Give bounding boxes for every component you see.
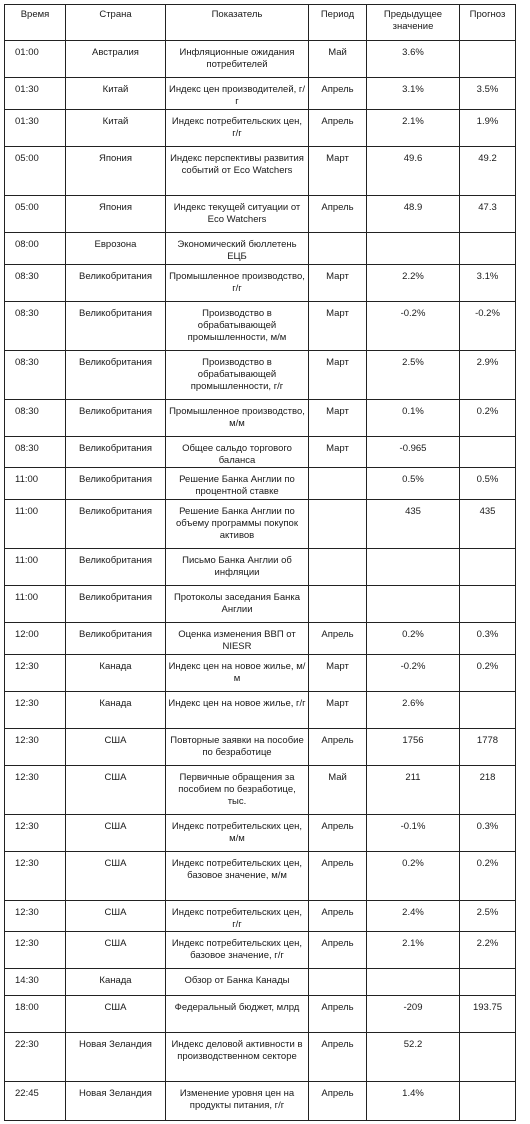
cell-previous: 211 (367, 766, 460, 815)
cell-previous: 48.9 (367, 196, 460, 233)
cell-country: Великобритания (66, 302, 166, 351)
cell-previous: 0.1% (367, 400, 460, 437)
cell-forecast: 3.1% (460, 265, 516, 302)
cell-indicator: Федеральный бюджет, млрд (166, 996, 309, 1033)
cell-forecast (460, 233, 516, 265)
cell-previous: 2.2% (367, 265, 460, 302)
cell-time: 12:30 (5, 852, 66, 901)
cell-period: Март (309, 265, 367, 302)
cell-indicator: Индекс перспективы развития событий от Eco Watchers (166, 147, 309, 196)
calendar-wrapper (4, 4, 516, 1121)
cell-period: Май (309, 766, 367, 815)
cell-period: Апрель (309, 852, 367, 901)
header-previous: Предыдущее значение (367, 5, 460, 41)
table-row (5, 932, 516, 969)
cell-indicator: Индекс цен на новое жилье, г/г (166, 692, 309, 729)
cell-time: 05:00 (5, 147, 66, 196)
header-time: Время (5, 5, 66, 41)
table-row (5, 437, 516, 468)
cell-period: Май (309, 41, 367, 78)
cell-time: 12:30 (5, 815, 66, 852)
table-row (5, 147, 516, 196)
cell-forecast: 49.2 (460, 147, 516, 196)
table-row (5, 78, 516, 110)
cell-forecast (460, 437, 516, 468)
cell-forecast: 0.2% (460, 852, 516, 901)
table-row (5, 302, 516, 351)
cell-indicator: Индекс потребительских цен, базовое значение, м/м (166, 852, 309, 901)
cell-forecast: 0.2% (460, 655, 516, 692)
cell-indicator: Протоколы заседания Банка Англии (166, 586, 309, 623)
cell-country: Новая Зеландия (66, 1033, 166, 1082)
table-row (5, 852, 516, 901)
cell-time: 12:30 (5, 655, 66, 692)
cell-forecast: 2.5% (460, 901, 516, 932)
cell-period: Апрель (309, 623, 367, 655)
cell-time: 11:00 (5, 468, 66, 500)
cell-country: Еврозона (66, 233, 166, 265)
cell-country: США (66, 729, 166, 766)
table-row (5, 729, 516, 766)
cell-indicator: Индекс потребительских цен, г/г (166, 901, 309, 932)
cell-indicator: Промышленное производство, м/м (166, 400, 309, 437)
cell-indicator: Индекс текущей ситуации от Eco Watchers (166, 196, 309, 233)
cell-previous (367, 586, 460, 623)
cell-indicator: Письмо Банка Англии об инфляции (166, 549, 309, 586)
cell-country: Канада (66, 969, 166, 996)
cell-forecast: 3.5% (460, 78, 516, 110)
cell-time: 08:30 (5, 437, 66, 468)
cell-forecast (460, 1082, 516, 1121)
cell-previous: 2.1% (367, 110, 460, 147)
cell-indicator: Обзор от Банка Канады (166, 969, 309, 996)
cell-time: 08:30 (5, 265, 66, 302)
cell-country: Китай (66, 78, 166, 110)
cell-indicator: Индекс цен на новое жилье, м/м (166, 655, 309, 692)
cell-country: США (66, 815, 166, 852)
cell-time: 14:30 (5, 969, 66, 996)
cell-period: Апрель (309, 1033, 367, 1082)
cell-forecast: 218 (460, 766, 516, 815)
cell-indicator: Индекс потребительских цен, базовое значение, г/г (166, 932, 309, 969)
table-row (5, 766, 516, 815)
cell-period: Апрель (309, 1082, 367, 1121)
cell-indicator: Индекс потребительских цен, г/г (166, 110, 309, 147)
cell-indicator: Производство в обрабатывающей промышленности, г/г (166, 351, 309, 400)
table-row (5, 969, 516, 996)
cell-indicator: Индекс потребительских цен, м/м (166, 815, 309, 852)
cell-time: 05:00 (5, 196, 66, 233)
cell-period: Март (309, 351, 367, 400)
cell-country: Великобритания (66, 500, 166, 549)
cell-time: 01:30 (5, 110, 66, 147)
table-row (5, 996, 516, 1033)
cell-period: Март (309, 302, 367, 351)
cell-country: Канада (66, 692, 166, 729)
cell-period (309, 549, 367, 586)
cell-time: 12:30 (5, 729, 66, 766)
cell-previous: 0.2% (367, 852, 460, 901)
cell-period: Апрель (309, 932, 367, 969)
cell-period: Апрель (309, 996, 367, 1033)
cell-forecast: 1778 (460, 729, 516, 766)
cell-previous: 0.5% (367, 468, 460, 500)
cell-previous: 49.6 (367, 147, 460, 196)
table-row (5, 110, 516, 147)
cell-forecast (460, 586, 516, 623)
cell-period (309, 969, 367, 996)
cell-country: Китай (66, 110, 166, 147)
cell-indicator: Производство в обрабатывающей промышленности, м/м (166, 302, 309, 351)
cell-period: Апрель (309, 78, 367, 110)
cell-forecast: 2.2% (460, 932, 516, 969)
cell-forecast (460, 41, 516, 78)
cell-country: Япония (66, 147, 166, 196)
cell-period: Апрель (309, 815, 367, 852)
cell-country: Новая Зеландия (66, 1082, 166, 1121)
cell-previous: 3.6% (367, 41, 460, 78)
table-row (5, 815, 516, 852)
cell-country: Великобритания (66, 351, 166, 400)
cell-time: 12:30 (5, 932, 66, 969)
cell-time: 11:00 (5, 586, 66, 623)
cell-forecast: 435 (460, 500, 516, 549)
cell-period (309, 468, 367, 500)
cell-previous: -0.2% (367, 655, 460, 692)
cell-country: Великобритания (66, 400, 166, 437)
table-row (5, 500, 516, 549)
cell-country: Великобритания (66, 586, 166, 623)
cell-previous: -209 (367, 996, 460, 1033)
table-row (5, 655, 516, 692)
cell-time: 12:00 (5, 623, 66, 655)
cell-previous (367, 233, 460, 265)
cell-period: Март (309, 437, 367, 468)
cell-forecast: 2.9% (460, 351, 516, 400)
cell-country: Великобритания (66, 549, 166, 586)
header-forecast: Прогноз (460, 5, 516, 41)
table-row (5, 1082, 516, 1121)
cell-period: Апрель (309, 901, 367, 932)
cell-country: США (66, 852, 166, 901)
table-body (5, 41, 516, 1121)
cell-previous: 0.2% (367, 623, 460, 655)
cell-forecast: 0.2% (460, 400, 516, 437)
header-country: Страна (66, 5, 166, 41)
cell-indicator: Изменение уровня цен на продукты питания, г/г (166, 1082, 309, 1121)
cell-forecast: 47.3 (460, 196, 516, 233)
cell-previous: -0.1% (367, 815, 460, 852)
cell-forecast (460, 969, 516, 996)
cell-forecast: 0.3% (460, 623, 516, 655)
cell-forecast: 1.9% (460, 110, 516, 147)
cell-time: 08:30 (5, 400, 66, 437)
cell-period: Март (309, 147, 367, 196)
cell-country: Великобритания (66, 265, 166, 302)
cell-time: 08:30 (5, 351, 66, 400)
cell-forecast: 0.5% (460, 468, 516, 500)
cell-period (309, 233, 367, 265)
cell-previous (367, 969, 460, 996)
table-row (5, 586, 516, 623)
cell-time: 22:30 (5, 1033, 66, 1082)
table-row (5, 623, 516, 655)
table-row (5, 41, 516, 78)
cell-country: Великобритания (66, 623, 166, 655)
cell-forecast (460, 1033, 516, 1082)
cell-forecast: 0.3% (460, 815, 516, 852)
cell-indicator: Первичные обращения за пособием по безработице, тыс. (166, 766, 309, 815)
cell-forecast: 193.75 (460, 996, 516, 1033)
cell-indicator: Индекс деловой активности в производственном секторе (166, 1033, 309, 1082)
cell-previous: 3.1% (367, 78, 460, 110)
table-row (5, 901, 516, 932)
cell-time: 11:00 (5, 500, 66, 549)
table-row (5, 233, 516, 265)
cell-time: 12:30 (5, 901, 66, 932)
cell-previous: -0.965 (367, 437, 460, 468)
cell-period: Март (309, 692, 367, 729)
cell-period: Апрель (309, 110, 367, 147)
cell-previous (367, 549, 460, 586)
cell-indicator: Инфляционные ожидания потребителей (166, 41, 309, 78)
cell-country: США (66, 901, 166, 932)
cell-time: 08:00 (5, 233, 66, 265)
table-row (5, 351, 516, 400)
cell-period: Апрель (309, 729, 367, 766)
cell-country: Канада (66, 655, 166, 692)
cell-indicator: Общее сальдо торгового баланса (166, 437, 309, 468)
cell-time: 12:30 (5, 692, 66, 729)
cell-period: Март (309, 400, 367, 437)
cell-time: 22:45 (5, 1082, 66, 1121)
cell-time: 08:30 (5, 302, 66, 351)
cell-time: 11:00 (5, 549, 66, 586)
cell-country: США (66, 932, 166, 969)
cell-previous: 2.6% (367, 692, 460, 729)
cell-forecast (460, 692, 516, 729)
table-row (5, 692, 516, 729)
header-period: Период (309, 5, 367, 41)
cell-previous: 2.4% (367, 901, 460, 932)
cell-country: Австралия (66, 41, 166, 78)
header-indicator: Показатель (166, 5, 309, 41)
cell-period (309, 500, 367, 549)
cell-indicator: Экономический бюллетень ЕЦБ (166, 233, 309, 265)
cell-indicator: Промышленное производство, г/г (166, 265, 309, 302)
cell-previous: 1756 (367, 729, 460, 766)
cell-country: США (66, 996, 166, 1033)
cell-indicator: Оценка изменения ВВП от NIESR (166, 623, 309, 655)
cell-time: 01:30 (5, 78, 66, 110)
cell-country: Великобритания (66, 437, 166, 468)
table-row (5, 468, 516, 500)
cell-previous: 435 (367, 500, 460, 549)
cell-indicator: Повторные заявки на пособие по безработице (166, 729, 309, 766)
cell-time: 12:30 (5, 766, 66, 815)
cell-previous: -0.2% (367, 302, 460, 351)
cell-period: Апрель (309, 196, 367, 233)
cell-previous: 52.2 (367, 1033, 460, 1082)
table-row (5, 265, 516, 302)
cell-period: Март (309, 655, 367, 692)
cell-forecast: -0.2% (460, 302, 516, 351)
cell-forecast (460, 549, 516, 586)
economic-calendar-table (4, 4, 516, 1121)
table-row (5, 1033, 516, 1082)
cell-indicator: Индекс цен производителей, г/г (166, 78, 309, 110)
table-row (5, 549, 516, 586)
cell-indicator: Решение Банка Англии по объему программы покупок активов (166, 500, 309, 549)
table-row (5, 400, 516, 437)
cell-country: США (66, 766, 166, 815)
cell-previous: 2.5% (367, 351, 460, 400)
cell-period (309, 586, 367, 623)
cell-country: Великобритания (66, 468, 166, 500)
table-row (5, 196, 516, 233)
cell-time: 18:00 (5, 996, 66, 1033)
cell-time: 01:00 (5, 41, 66, 78)
cell-country: Япония (66, 196, 166, 233)
cell-indicator: Решение Банка Англии по процентной ставке (166, 468, 309, 500)
cell-previous: 2.1% (367, 932, 460, 969)
cell-previous: 1.4% (367, 1082, 460, 1121)
header-row (5, 5, 516, 41)
